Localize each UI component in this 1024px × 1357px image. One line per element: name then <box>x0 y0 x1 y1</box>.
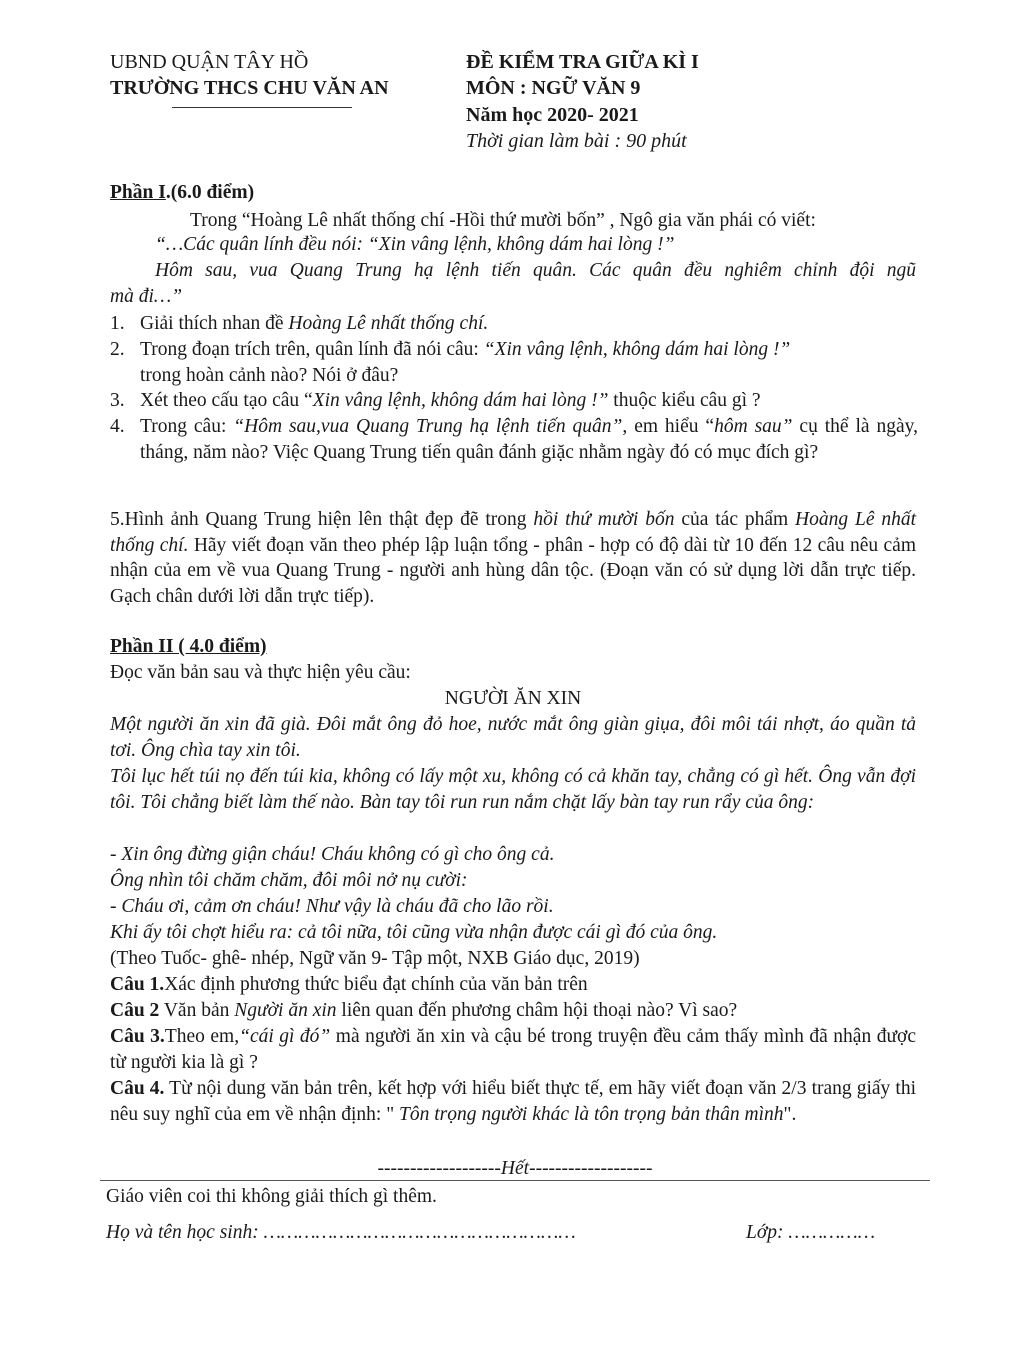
story-dialogue-2: - Cháu ơi, cảm ơn cháu! Như vậy là cháu đã cho lão rồi. <box>110 896 554 917</box>
question-4-text-end: cụ thể là ngày, tháng, năm nào? Việc Quang Trung tiến quân đánh giặc nhằm ngày đó có mục đích gì? <box>140 416 918 463</box>
story-dialogue-1: - Xin ông đừng giận cháu! Cháu không có gì cho ông cả. <box>110 844 555 865</box>
part2-question-2-text: Văn bản <box>159 1000 235 1021</box>
question-2-italic: “Xin vâng lệnh, không dám hai lòng !” <box>483 339 791 360</box>
district-name: UBND QUẬN TÂY HỒ <box>110 51 309 73</box>
part2-question-2-text-cont: liên quan đến phương châm hội thoại nào? Vì sao? <box>336 1000 738 1021</box>
question-4-number: 4. <box>110 416 125 437</box>
part2-question-2 <box>110 998 916 1024</box>
question-5-text-cont: của tác phẩm <box>674 509 796 530</box>
part1-points: .(6.0 điểm) <box>165 182 255 203</box>
question-5-italic: hồi thứ mười bốn <box>533 509 675 530</box>
part2-question-3-italic: “cái gì đó” <box>239 1026 331 1047</box>
part2-heading: Phần II ( 4.0 điểm) <box>110 636 267 657</box>
part2-question-4-label: Câu 4. <box>110 1078 165 1099</box>
story-title: NGƯỜI ĂN XIN <box>444 688 582 709</box>
part2-question-3 <box>110 1024 916 1075</box>
end-marker <box>100 1156 930 1182</box>
question-5-text-end: Hãy viết đoạn văn theo phép lập luận tổng - phân - hợp có độ dài từ 10 đến 12 câu nêu cảm nhận của em về vua Quang Trung - người anh hùng dân tộc. (Đoạn văn có sử dụng lời dẫn trực tiếp. Gạch chân dưới lời dẫn trực tiếp). <box>110 534 916 607</box>
end-dashes-left: ------------------- <box>377 1158 501 1179</box>
question-5-text: 5.Hình ảnh Quang Trung hiện lên thật đẹp đẽ trong <box>110 509 534 530</box>
part2-question-4-text-end: ". <box>783 1103 797 1125</box>
student-name-line: Họ và tên học sinh: ……………………………………………… <box>106 1222 576 1243</box>
quote-line-1: “…Các quân lính đều nói: “Xin vâng lệnh, không dám hai lòng !” <box>155 234 675 255</box>
question-1-number: 1. <box>110 313 125 334</box>
class-line: Lớp: …………… <box>746 1222 876 1243</box>
question-2 <box>140 337 918 388</box>
question-4-text: Trong câu: <box>140 416 234 437</box>
school-name: TRƯỜNG THCS CHU VĂN AN <box>110 77 389 99</box>
question-3-text-cont: thuộc kiểu câu gì ? <box>608 390 761 411</box>
quote-line-3: mà đi…” <box>110 286 183 307</box>
question-1-text: Giải thích nhan đề <box>140 313 289 334</box>
school-underline <box>172 107 352 108</box>
story-paragraph-2: Tôi lục hết túi nọ đến túi kia, không có lấy một xu, không có cả khăn tay, chẳng có gì hết. Ông vẫn đợi tôi. Tôi chẳng biết làm thế nào. Bàn tay tôi run run nắm chặt lấy bàn tay run rẩy của ông: <box>110 766 916 813</box>
part2-question-1-label: Câu 1. <box>110 974 165 995</box>
question-1 <box>140 311 918 337</box>
question-4-italic: “Hôm sau,vua Quang Trung hạ lệnh tiến quân” <box>233 416 623 437</box>
part1-title: Phần I <box>110 182 166 203</box>
part1-intro: Trong “Hoàng Lê nhất thống chí -Hồi thứ mười bốn” , Ngô gia văn phái có viết: <box>190 210 816 231</box>
question-2-number: 2. <box>110 339 125 360</box>
question-3-text: Xét theo cấu tạo câu “ <box>140 390 313 411</box>
question-4-italic-2: hôm sau” <box>714 416 793 437</box>
story-paragraph-4: Ông nhìn tôi chăm chăm, đôi môi nở nụ cười: <box>110 870 468 891</box>
exam-title: ĐỀ KIỂM TRA GIỮA KÌ I <box>466 51 699 73</box>
story-source: (Theo Tuốc- ghê- nhép, Ngữ văn 9- Tập một, NXB Giáo dục, 2019) <box>110 948 640 969</box>
part2-question-3-text: Theo em, <box>164 1026 240 1047</box>
question-2-text: Trong đoạn trích trên, quân lính đã nói câu: <box>140 339 484 360</box>
story-paragraph-6: Khi ấy tôi chợt hiểu ra: cả tôi nữa, tôi cũng vừa nhận được cái gì đó của ông. <box>110 922 718 943</box>
exam-subject: MÔN : NGỮ VĂN 9 <box>466 77 641 99</box>
part2-question-1 <box>110 972 916 998</box>
question-3-italic: Xin vâng lệnh, không dám hai lòng !” <box>312 390 609 411</box>
proctor-note: Giáo viên coi thi không giải thích gì thêm. <box>106 1186 437 1207</box>
school-year: Năm học 2020- 2021 <box>466 104 639 126</box>
story-paragraph-1: Một người ăn xin đã già. Đôi mắt ông đỏ hoe, nước mắt ông giàn giụa, đôi môi tái nhợt, áo quần tả tơi. Ông chìa tay xin tôi. <box>110 714 916 761</box>
question-3 <box>140 388 918 414</box>
part2-question-3-text-cont: mà người ăn xin và cậu bé trong truyện đều cảm thấy mình đã nhận được từ người kia là gì ? <box>110 1026 916 1073</box>
quote-line-2: Hôm sau, vua Quang Trung hạ lệnh tiến quân. Các quân đều nghiêm chỉnh đội ngũ <box>155 260 916 281</box>
part2-question-2-italic: Người ăn xin <box>234 1000 337 1021</box>
part2-question-1-text: Xác định phương thức biểu đạt chính của văn bản trên <box>164 974 588 995</box>
part2-question-3-label: Câu 3. <box>110 1026 165 1047</box>
end-dashes-right: ------------------- <box>529 1158 653 1179</box>
part2-question-4-italic: Tôn trọng người khác là tôn trọng bản thân mình <box>399 1103 784 1125</box>
question-4 <box>140 414 918 465</box>
part1-heading <box>110 180 254 206</box>
part2-question-4-text: Từ nội dung văn bản trên, kết hợp với hiểu biết thực tế, em hãy viết đoạn văn 2/3 trang giấy thi nêu suy nghĩ của em về nhận định: " <box>110 1078 917 1125</box>
part2-question-2-label: Câu 2 <box>110 1000 160 1021</box>
question-1-italic: Hoàng Lê nhất thống chí. <box>288 313 489 334</box>
footer-divider <box>100 1180 930 1181</box>
part2-instruction: Đọc văn bản sau và thực hiện yêu cầu: <box>110 662 411 683</box>
exam-duration: Thời gian làm bài : 90 phút <box>466 130 687 152</box>
question-2-text-cont: trong hoàn cảnh nào? Nói ở đâu? <box>140 364 399 386</box>
question-5 <box>110 507 916 609</box>
question-5-italic-2: Hoàng Lê nhất thống chí. <box>110 509 917 556</box>
question-4-text-cont: , em hiểu “ <box>622 416 715 437</box>
part2-question-4 <box>110 1076 916 1127</box>
end-word: Hết <box>500 1158 530 1179</box>
question-3-number: 3. <box>110 390 125 411</box>
